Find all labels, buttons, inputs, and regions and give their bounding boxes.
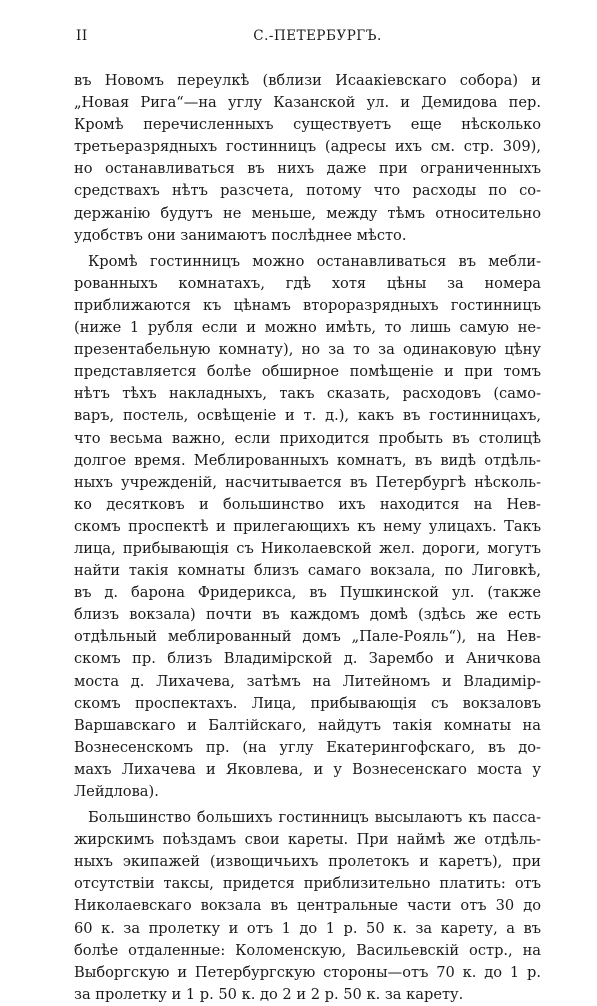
text-line: скомъ проспектахъ. Лица, прибывающія съ вокзаловъ [74, 694, 541, 712]
text-line: „Новая Рига“—на углу Казанской ул. и Демидова пер. [74, 94, 541, 112]
text-line: лица, прибывающія съ Николаевской жел. дороги, могутъ [74, 539, 541, 557]
text-line: нѣтъ тѣхъ накладныхъ, такъ сказать, расходовъ (само- [74, 385, 541, 403]
text-line: въ д. барона Фридерикса, въ Пушкинской ул. (также [74, 584, 541, 602]
body-text [74, 70, 541, 1006]
text-line: Лейдлова). [74, 783, 159, 800]
text-line: отдѣльный меблированный домъ „Пале-Рояль“), на Нев- [74, 628, 541, 646]
text-line: ныхъ экипажей (извощичьихъ пролетокъ и каретъ), при [74, 853, 541, 871]
text-line: Выборгскую и Петербургскую стороны—отъ 70 к. до 1 р. [74, 963, 541, 981]
running-head [74, 28, 541, 54]
page-number: II [76, 28, 88, 44]
text-line: болѣе отдаленные: Коломенскую, Васильевскій остр., на [74, 941, 541, 959]
text-line: Большинство большихъ гостинницъ высылаютъ къ пасса- [88, 809, 541, 827]
text-line: Кромѣ перечисленныхъ существуетъ еще нѣсколько [74, 116, 541, 134]
text-line: найти такія комнаты близъ самаго вокзала, по Лиговкѣ, [74, 562, 541, 580]
text-line: моста д. Лихачева, затѣмъ на Литейномъ и Владимір- [74, 672, 541, 690]
text-line: представляется болѣе обширное помѣщеніе и при томъ [74, 363, 541, 381]
text-line: Варшавскаго и Балтійскаго, найдутъ такія комнаты на [74, 716, 541, 734]
text-line: 60 к. за пролетку и отъ 1 до 1 р. 50 к. за карету, а въ [74, 919, 541, 937]
text-line: махъ Лихачева и Яковлева, и у Вознесенскаго моста у [74, 760, 541, 778]
text-line: ныхъ учрежденій, насчитывается въ Петербургѣ нѣсколь- [74, 473, 541, 491]
text-line: скомъ проспектѣ и прилегающихъ къ нему улицахъ. Такъ [74, 517, 541, 535]
text-line: но останавливаться въ нихъ даже при ограниченныхъ [74, 160, 541, 178]
text-line: близъ вокзала) почти въ каждомъ домѣ (здѣсь же есть [74, 606, 541, 624]
page-header-title: С.-ПЕТЕРБУРГЪ. [253, 28, 382, 44]
text-line: рованныхъ комнатахъ, гдѣ хотя цѣны за номера [74, 274, 541, 292]
text-line: жирскимъ поѣздамъ свои кареты. При наймѣ же отдѣль- [74, 831, 541, 849]
text-line: средствахъ нѣтъ разсчета, потому что расходы по со- [74, 182, 541, 200]
text-line: Николаевскаго вокзала въ центральные части отъ 30 до [74, 897, 541, 915]
text-line: долгое время. Меблированныхъ комнатъ, въ видѣ отдѣль- [74, 451, 541, 469]
text-line: скомъ пр. близъ Владимірской д. Зарембо и Аничкова [74, 650, 541, 668]
text-line: что весьма важно, если приходится пробыть въ столицѣ [74, 429, 541, 447]
text-line: отсутствіи таксы, придется приблизительно платить: отъ [74, 875, 541, 893]
text-line: варъ, постель, освѣщеніе и т. д.), какъ въ гостинницахъ, [74, 407, 541, 425]
text-line: удобствъ они занимаютъ послѣднее мѣсто. [74, 226, 407, 244]
text-line: (ниже 1 рубля если и можно имѣть, то лишь самую не- [74, 319, 541, 337]
text-line: за пролетку и 1 р. 50 к. до 2 и 2 р. 50 к. за карету. [74, 985, 464, 1003]
text-line: третьеразрядныхъ гостинницъ (адресы ихъ см. стр. 309), [74, 138, 541, 156]
paragraph [74, 251, 541, 803]
paragraph [74, 70, 541, 247]
text-line: презентабельную комнату), но за то за одинаковую цѣну [74, 341, 541, 359]
text-line: въ Новомъ переулкѣ (вблизи Исаакіевскаго собора) и [74, 72, 541, 89]
paragraph [74, 807, 541, 1006]
text-line: ко десятковъ и большинство ихъ находится на Нев- [74, 495, 541, 513]
text-line: приближаются къ цѣнамъ второразрядныхъ гостинницъ [74, 296, 541, 314]
text-line: Кромѣ гостинницъ можно останавливаться въ мебли- [88, 252, 541, 270]
text-line: держанію будутъ не меньше, между тѣмъ относительно [74, 204, 541, 222]
text-line: Вознесенскомъ пр. (на углу Екатерингофскаго, въ до- [74, 738, 541, 756]
